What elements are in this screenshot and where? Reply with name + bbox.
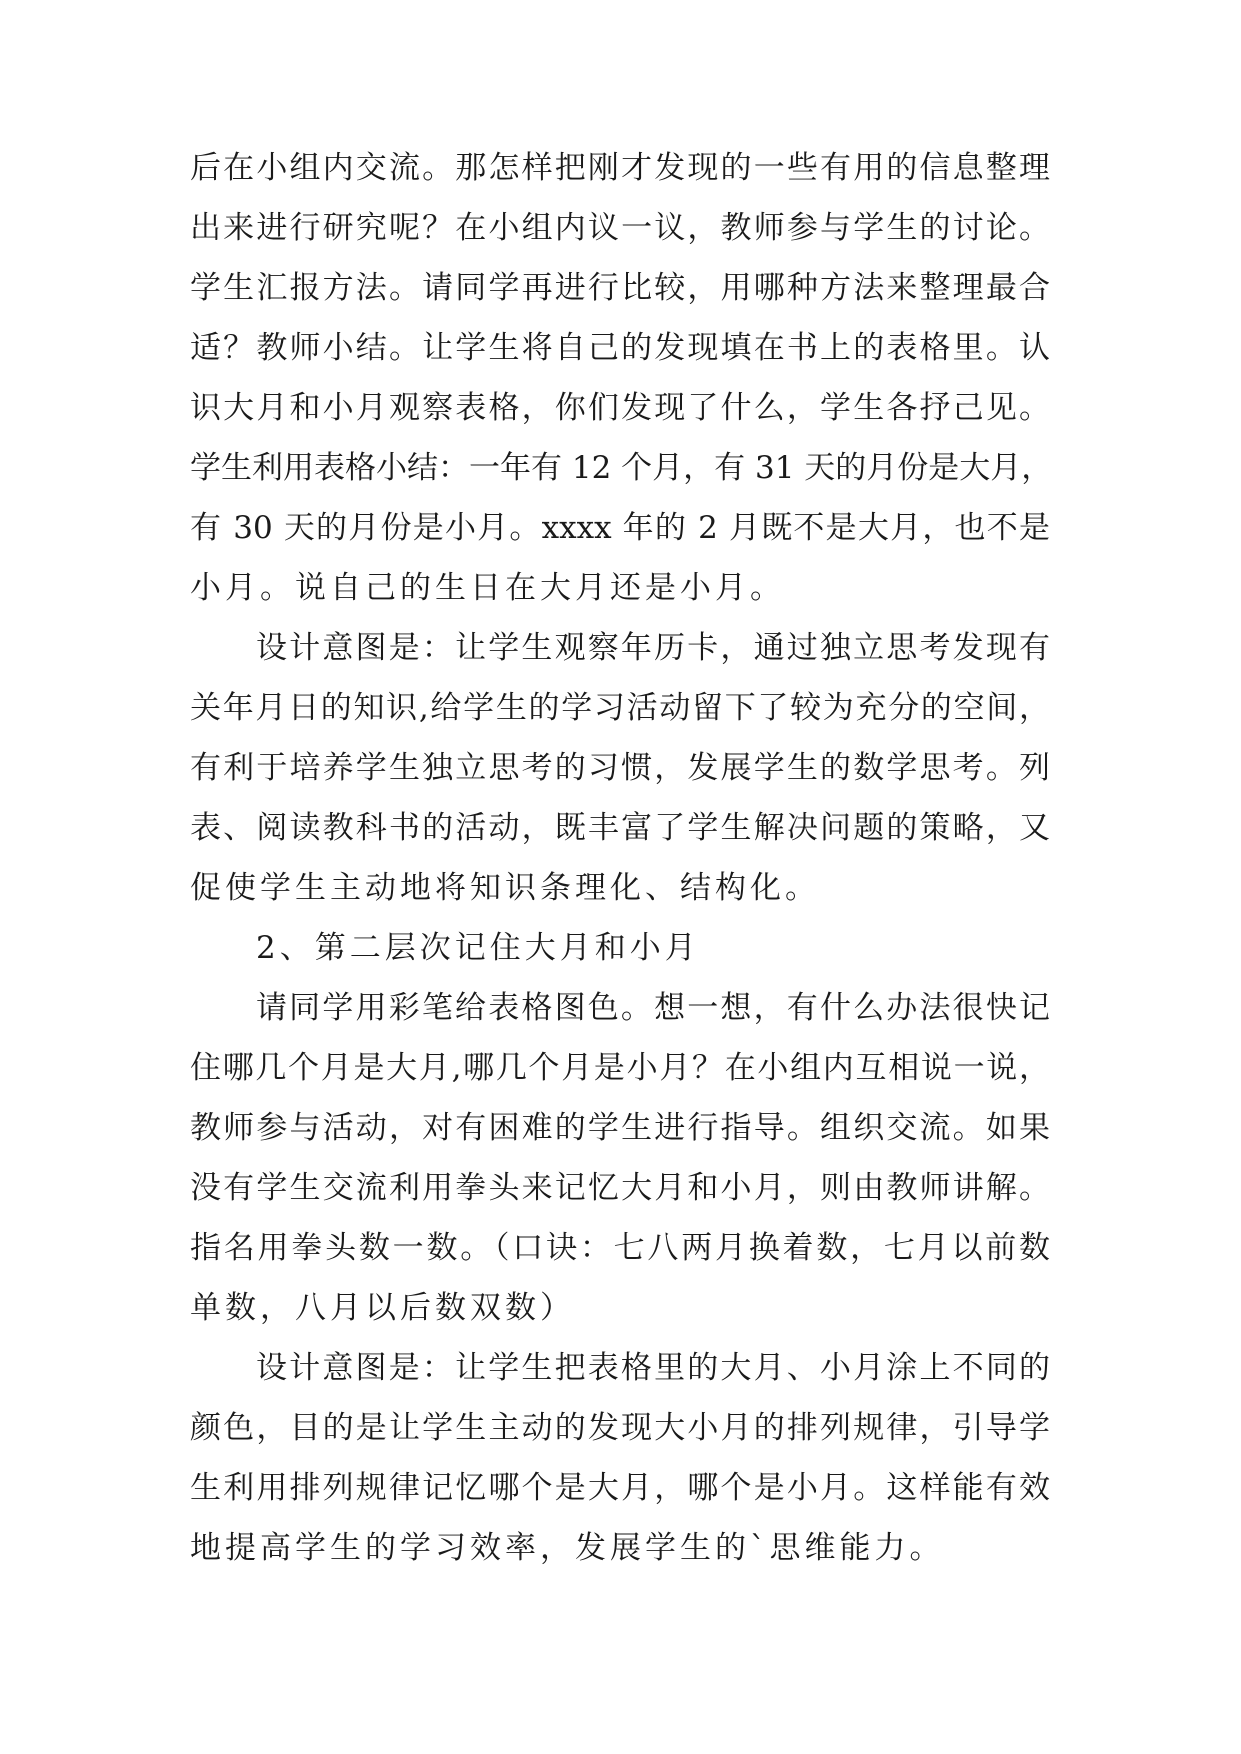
paragraph-line: 指名用拳头数一数。（口诀：七八两月换着数，七月以前数: [190, 1230, 1050, 1266]
paragraph-line: 有 30 天的月份是小月。xxxx 年的 2 月既不是大月，也不是: [190, 510, 1050, 546]
paragraph-line: 出来进行研究呢？在小组内议一议，教师参与学生的讨论。: [190, 210, 1050, 246]
section-heading: 2、第二层次记住大月和小月: [256, 930, 700, 966]
paragraph-line: 小月。说自己的生日在大月还是小月。: [190, 570, 785, 606]
paragraph-line: 关年月日的知识,给学生的学习活动留下了较为充分的空间，: [190, 690, 1050, 726]
paragraph-line: 颜色，目的是让学生主动的发现大小月的排列规律，引导学: [190, 1410, 1050, 1446]
paragraph-line: 后在小组内交流。那怎样把刚才发现的一些有用的信息整理: [190, 150, 1050, 186]
paragraph-line: 识大月和小月观察表格，你们发现了什么，学生各抒己见。: [190, 390, 1050, 426]
paragraph-line: 教师参与活动，对有困难的学生进行指导。组织交流。如果: [190, 1110, 1050, 1146]
paragraph-line: 学生利用表格小结：一年有 12 个月，有 31 天的月份是大月，: [190, 450, 1053, 486]
paragraph-line: 有利于培养学生独立思考的习惯，发展学生的数学思考。列: [190, 750, 1050, 786]
paragraph-line: 单数，八月以后数双数）: [190, 1290, 575, 1326]
paragraph-line: 住哪几个月是大月,哪几个月是小月？在小组内互相说一说，: [190, 1050, 1050, 1086]
paragraph-line: 促使学生主动地将知识条理化、结构化。: [190, 870, 820, 906]
paragraph-line: 适？教师小结。让学生将自己的发现填在书上的表格里。认: [190, 330, 1050, 366]
paragraph-line: 请同学用彩笔给表格图色。想一想，有什么办法很快记: [256, 990, 1050, 1026]
paragraph-line: 表、阅读教科书的活动，既丰富了学生解决问题的策略，又: [190, 810, 1050, 846]
paragraph-line: 没有学生交流利用拳头来记忆大月和小月，则由教师讲解。: [190, 1170, 1050, 1206]
paragraph-line: 地提高学生的学习效率，发展学生的`思维能力。: [190, 1530, 945, 1566]
paragraph-line: 学生汇报方法。请同学再进行比较，用哪种方法来整理最合: [190, 270, 1050, 306]
paragraph-line: 设计意图是：让学生观察年历卡，通过独立思考发现有: [256, 630, 1050, 666]
paragraph-line: 设计意图是：让学生把表格里的大月、小月涂上不同的: [256, 1350, 1050, 1386]
paragraph-line: 生利用排列规律记忆哪个是大月，哪个是小月。这样能有效: [190, 1470, 1050, 1506]
